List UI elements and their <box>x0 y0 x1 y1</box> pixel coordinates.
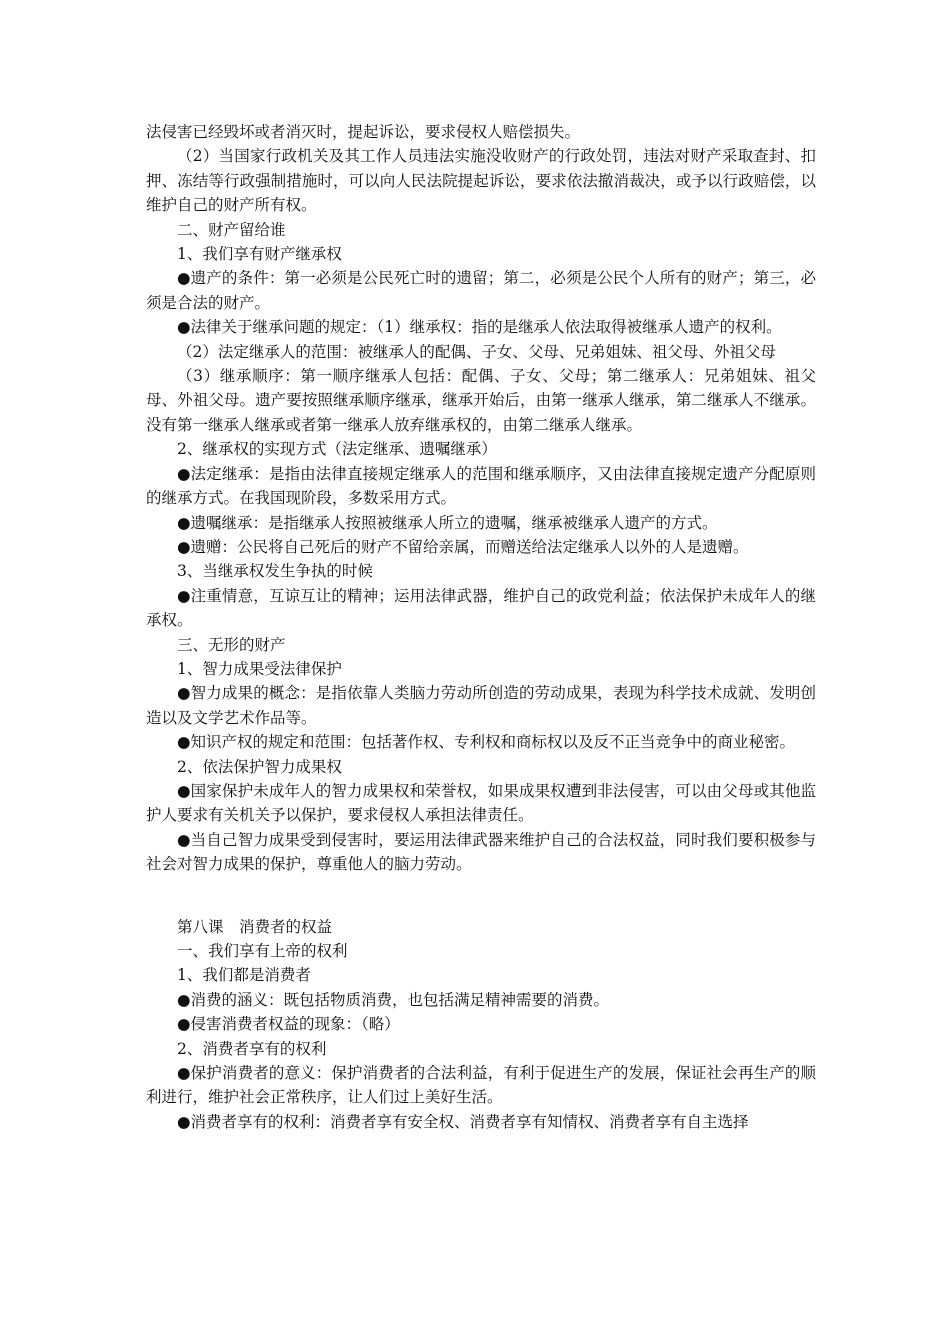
paragraph: 一、我们享有上帝的权利 <box>177 942 348 960</box>
paragraph: 2、继承权的实现方式（法定继承、遗嘱继承） <box>177 440 497 459</box>
paragraph: ●侵害消费者权益的现象：（略） <box>177 1015 400 1034</box>
paragraph: ●消费者享有的权利：消费者享有安全权、消费者享有知情权、消费者享有自主选择 <box>177 1112 749 1131</box>
paragraph: （2）法定继承人的范围：被继承人的配偶、子女、父母、兄弟姐妹、祖父母、外祖父母 <box>177 342 776 361</box>
paragraph: ●遗赠：公民将自己死后的财产不留给亲属，而赠送给法定继承人以外的人是遗赠。 <box>177 537 749 556</box>
paragraph: 2、依法保护智力成果权 <box>177 757 342 776</box>
paragraph: ●保护消费者的意义：保护消费者的合法利益，有利于促进生产的发展，保证社会再生产的顺利进行，维护社会正常秩序，让人们过上美好生活。 <box>146 1064 816 1107</box>
paragraph: （3）继承顺序：第一顺序继承人包括：配偶、子女、父母；第二继承人：兄弟姐妹、祖父母、外祖父母。遗产要按照继承顺序继承，继承开始后，由第一继承人继承，第二继承人不继承。没有第一继承人继承或者第一继承人放弃继承权的，由第二继承人继承。 <box>146 367 816 434</box>
paragraph: 法侵害已经毁坏或者消灭时，提起诉讼，要求侵权人赔偿损失。 <box>146 123 581 141</box>
paragraph: ●智力成果的概念：是指依靠人类脑力劳动所创造的劳动成果，表现为科学技术成就、发明创造以及文学艺术作品等。 <box>146 684 816 727</box>
paragraph: ●消费的涵义：既包括物质消费，也包括满足精神需要的消费。 <box>177 990 610 1009</box>
paragraph: ●国家保护未成年人的智力成果权和荣誉权，如果成果权遭到非法侵害，可以由父母或其他监护人要求有关机关予以保护，要求侵权人承担法律责任。 <box>146 781 816 825</box>
paragraph: 1、我们享有财产继承权 <box>177 245 342 264</box>
paragraph: ●知识产权的规定和范围：包括著作权、专利权和商标权以及反不正当竞争中的商业秘密。 <box>177 733 796 752</box>
paragraph: ●注重情意，互谅互让的精神；运用法律武器，维护自己的政党利益；依法保护未成年人的继承权。 <box>146 586 816 630</box>
paragraph: ●当自己智力成果受到侵害时，要运用法律武器来维护自己的合法权益，同时我们要积极参与社会对智力成果的保护，尊重他人的脑力劳动。 <box>146 830 816 874</box>
document-body <box>146 120 816 1134</box>
paragraph: 2、消费者享有的权利 <box>177 1039 327 1058</box>
paragraph: 3、当继承权发生争执的时候 <box>177 562 373 581</box>
paragraph: 第八课 消费者的权益 <box>177 917 333 936</box>
paragraph: 二、财产留给谁 <box>177 220 286 239</box>
paragraph: 1、智力成果受法律保护 <box>177 659 342 678</box>
paragraph: ●法定继承：是指由法律直接规定继承人的范围和继承顺序，又由法律直接规定遗产分配原则的继承方式。在我国现阶段，多数采用方式。 <box>146 464 816 508</box>
paragraph: 1、我们都是消费者 <box>177 966 311 985</box>
paragraph: （2）当国家行政机关及其工作人员违法实施没收财产的行政处罚，违法对财产采取查封、扣押、冻结等行政强制措施时，可以向人民法院提起诉讼，要求依法撤消裁决，或予以行政赔偿，以维护自己的财产所有权。 <box>146 147 816 215</box>
paragraph: 三、无形的财产 <box>177 635 286 654</box>
paragraph: ●遗产的条件：第一必须是公民死亡时的遗留；第二，必须是公民个人所有的财产；第三，必须是合法的财产。 <box>146 269 816 312</box>
paragraph: ●法律关于继承问题的规定：（1）继承权：指的是继承人依法取得被继承人遗产的权利。 <box>177 318 782 337</box>
blank-line <box>146 877 816 915</box>
paragraph: ●遗嘱继承：是指继承人按照被继承人所立的遗嘱，继承被继承人遗产的方式。 <box>177 513 718 532</box>
